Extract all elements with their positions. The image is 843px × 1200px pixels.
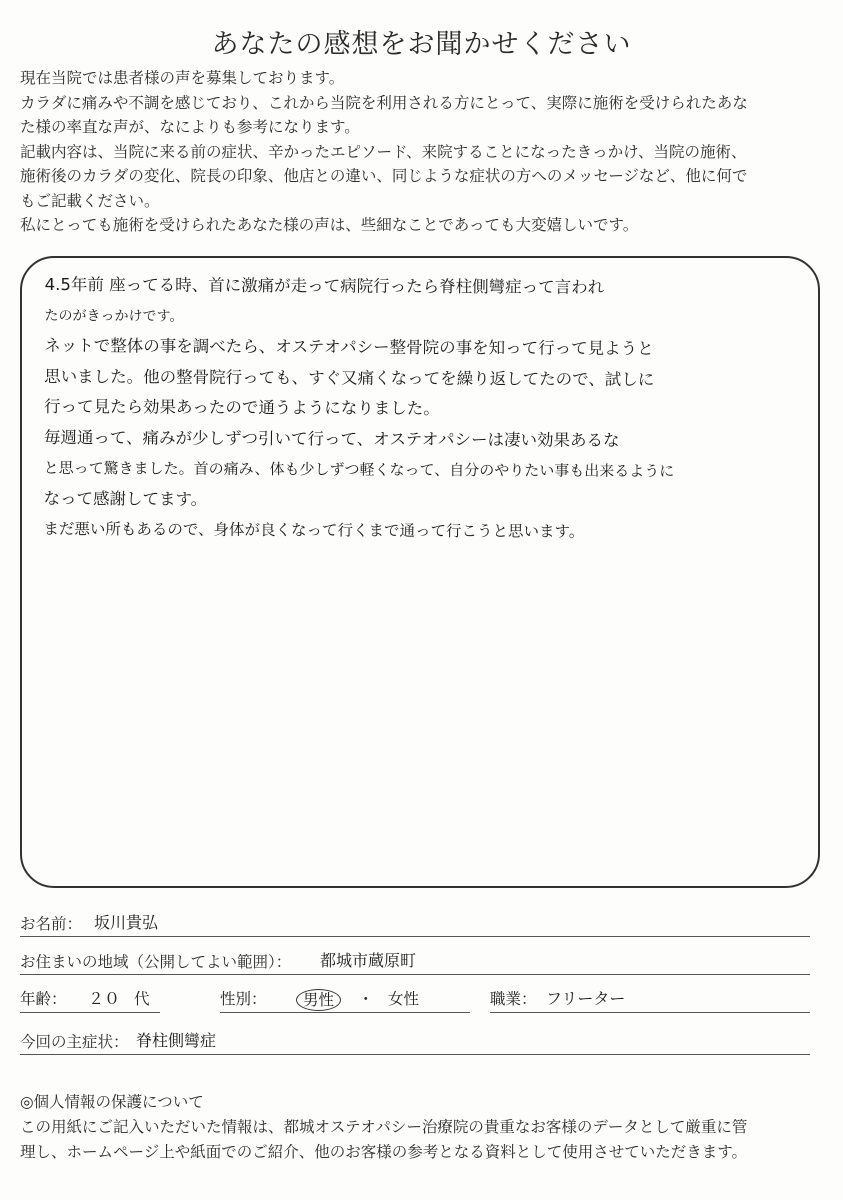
testimonial-line: 行って見たら効果あったので通うようになりました。: [43, 396, 440, 419]
gender-male-option: 男性: [296, 989, 341, 1011]
name-value: 坂川貴弘: [94, 913, 159, 932]
testimonial-line: まだ悪い所もあるので、身体が良くなって行くまで通って行こうと思います。: [43, 519, 585, 541]
job-field: [490, 986, 810, 1013]
gender-female-option: 女性: [388, 990, 420, 1008]
job-value: フリーター: [546, 989, 626, 1008]
testimonial-line: 毎週通って、痛みが少しずつ引いて行って、オステオパシーは凄い効果あるな: [43, 427, 620, 450]
area-label: お住まいの地域（公開してよい範囲）：: [20, 953, 292, 971]
symptom-field: [20, 1028, 810, 1055]
testimonial-line: と思って驚きました。首の痛み、体も少しずつ軽くなって、自分のやりたい事も出来るように: [43, 458, 675, 481]
privacy-heading: ◎個人情報の保護について: [20, 1093, 204, 1111]
age-suffix: 代: [134, 990, 150, 1008]
profile-row: [20, 987, 810, 1017]
intro-text: [20, 66, 830, 238]
testimonial-line: たのがきっかけです。: [44, 307, 184, 325]
name-label: お名前：: [20, 915, 83, 933]
gender-field: [220, 986, 470, 1013]
intro-line: 記載内容は、当院に来る前の症状、辛かったエピソード、来院することになったきっかけ、当院の施術、: [20, 142, 747, 161]
testimonial-text: [43, 270, 824, 549]
testimonial-line: なって感謝してます。: [43, 488, 208, 509]
page-title: あなたの感想をお聞かせください: [211, 29, 632, 60]
gender-label: 性別：: [220, 990, 267, 1008]
symptom-label: 今回の主症状：: [20, 1033, 129, 1051]
symptom-value: 脊柱側彎症: [136, 1031, 217, 1050]
intro-line: た様の率直な声が、なによりも参考になります。: [20, 118, 360, 136]
age-label: 年齢：: [20, 990, 67, 1008]
testimonial-line: 4.5年前 座ってる時、首に激痛が走って病院行ったら脊柱側彎症って言われ: [44, 274, 605, 297]
privacy-line: この用紙にご記入いただいた情報は、都城オステオパシー治療院の貴重なお客様のデータとして厳重に管: [20, 1118, 748, 1136]
age-field: [20, 986, 160, 1013]
job-label: 職業：: [490, 990, 537, 1008]
intro-line: 現在当院では患者様の声を募集しております。: [20, 69, 345, 87]
name-field: [20, 910, 810, 937]
intro-line: 私にとっても施術を受けられたあなた様の声は、些細なことであっても大変嬉しいです。: [20, 216, 639, 234]
testimonial-line: ネットで整体の事を調べたら、オステオパシー整骨院の事を知って行って見ようと: [44, 335, 654, 359]
area-field: [20, 948, 810, 975]
age-value: ２０: [88, 989, 121, 1008]
intro-line: 施術後のカラダの変化、院長の印象、他店との違い、同じような症状の方へのメッセージなど、他に何で: [20, 167, 748, 185]
intro-line: もご記載ください。: [20, 191, 160, 210]
privacy-notice: [20, 1090, 830, 1165]
gender-separator: ・: [358, 990, 374, 1008]
area-value: 都城市蔵原町: [320, 951, 417, 970]
testimonial-line: 思いました。他の整骨院行っても、すぐ又痛くなってを繰り返してたので、試しに: [44, 366, 655, 389]
privacy-line: 理し、ホームページ上や紙面でのご紹介、他のお客様の参考となる資料として使用させていただきます。: [20, 1143, 747, 1161]
intro-line: カラダに痛みや不調を感じており、これから当院を利用される方にとって、実際に施術を受けられたあな: [20, 93, 748, 112]
